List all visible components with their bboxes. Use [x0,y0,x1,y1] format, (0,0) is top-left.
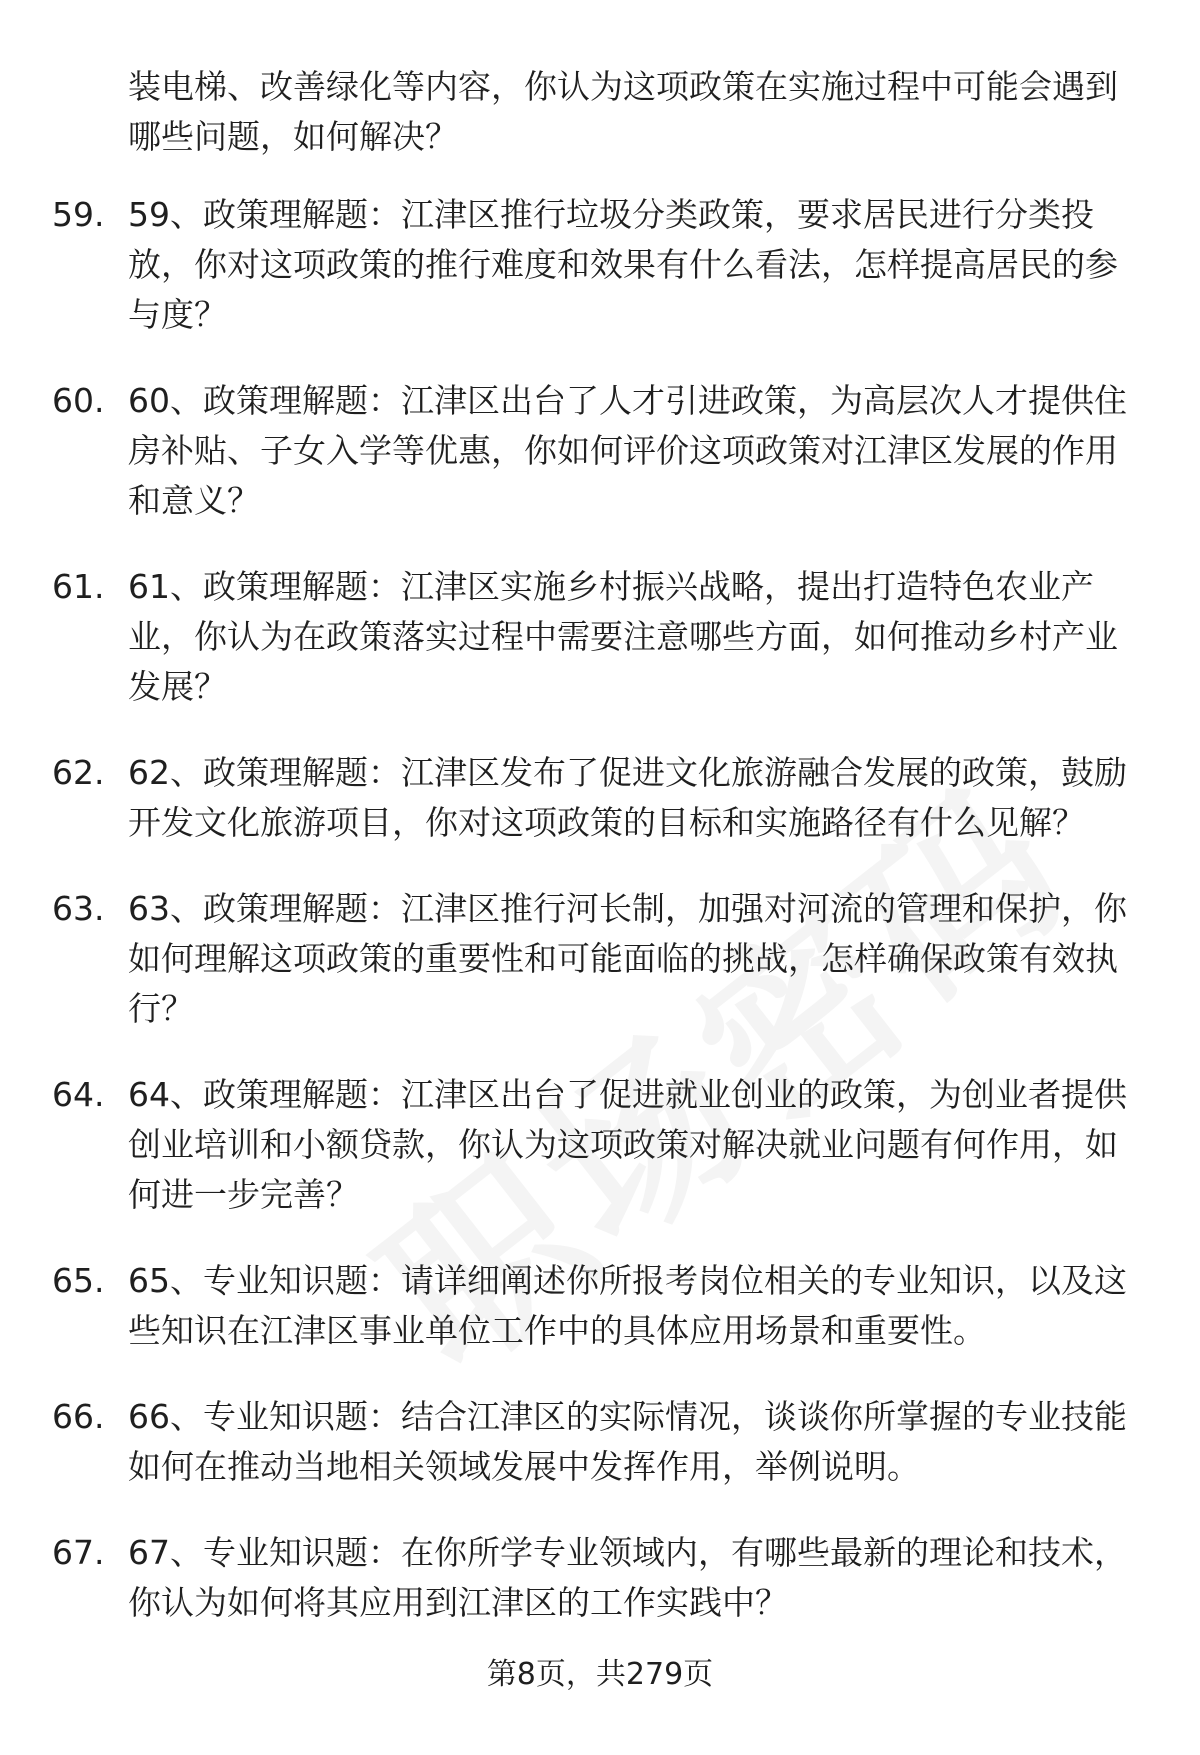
item-number: 61. [52,567,105,606]
item-text: 60、政策理解题：江津区出台了人才引进政策，为高层次人才提供住房补贴、子女入学等优惠，你如何评价这项政策对江津区发展的作用和意义？ [128,381,1127,520]
list-item [0,1528,1200,1628]
item-number: 66. [52,1397,105,1436]
list-item [0,1392,1200,1492]
question-list [0,190,1200,1664]
item-number: 59. [52,195,105,234]
item-text: 63、政策理解题：江津区推行河长制，加强对河流的管理和保护，你如何理解这项政策的重要性和可能面临的挑战，怎样确保政策有效执行？ [128,889,1127,1028]
page-footer: 第8页，共279页 [486,1657,714,1692]
list-item [0,562,1200,712]
item-text: 65、专业知识题：请详细阐述你所报考岗位相关的专业知识，以及这些知识在江津区事业单位工作中的具体应用场景和重要性。 [128,1261,1127,1350]
item-text: 64、政策理解题：江津区出台了促进就业创业的政策，为创业者提供创业培训和小额贷款，你认为这项政策对解决就业问题有何作用，如何进一步完善？ [128,1075,1127,1214]
item-number: 65. [52,1261,105,1300]
item-text: 67、专业知识题：在你所学专业领域内，有哪些最新的理论和技术，你认为如何将其应用到江津区的工作实践中？ [128,1533,1127,1622]
item-number: 64. [52,1075,105,1114]
list-item [0,1256,1200,1356]
list-item [0,190,1200,340]
item-number: 63. [52,889,105,928]
item-text: 66、专业知识题：结合江津区的实际情况，谈谈你所掌握的专业技能如何在推动当地相关领域发展中发挥作用，举例说明。 [128,1397,1127,1486]
list-item [0,884,1200,1034]
item-number: 62. [52,753,105,792]
item-number: 60. [52,381,105,420]
item-text: 62、政策理解题：江津区发布了促进文化旅游融合发展的政策，鼓励开发文化旅游项目，你对这项政策的目标和实施路径有什么见解？ [128,753,1127,842]
list-item [0,376,1200,526]
continued-paragraph: 装电梯、改善绿化等内容，你认为这项政策在实施过程中可能会遇到哪些问题，如何解决？ [128,67,1118,156]
list-item [0,1070,1200,1220]
item-text: 61、政策理解题：江津区实施乡村振兴战略，提出打造特色农业产业，你认为在政策落实过程中需要注意哪些方面，如何推动乡村产业发展？ [128,567,1118,706]
list-item [0,748,1200,848]
item-text: 59、政策理解题：江津区推行垃圾分类政策，要求居民进行分类投放，你对这项政策的推行难度和效果有什么看法，怎样提高居民的参与度？ [128,195,1118,334]
item-number: 67. [52,1533,105,1572]
